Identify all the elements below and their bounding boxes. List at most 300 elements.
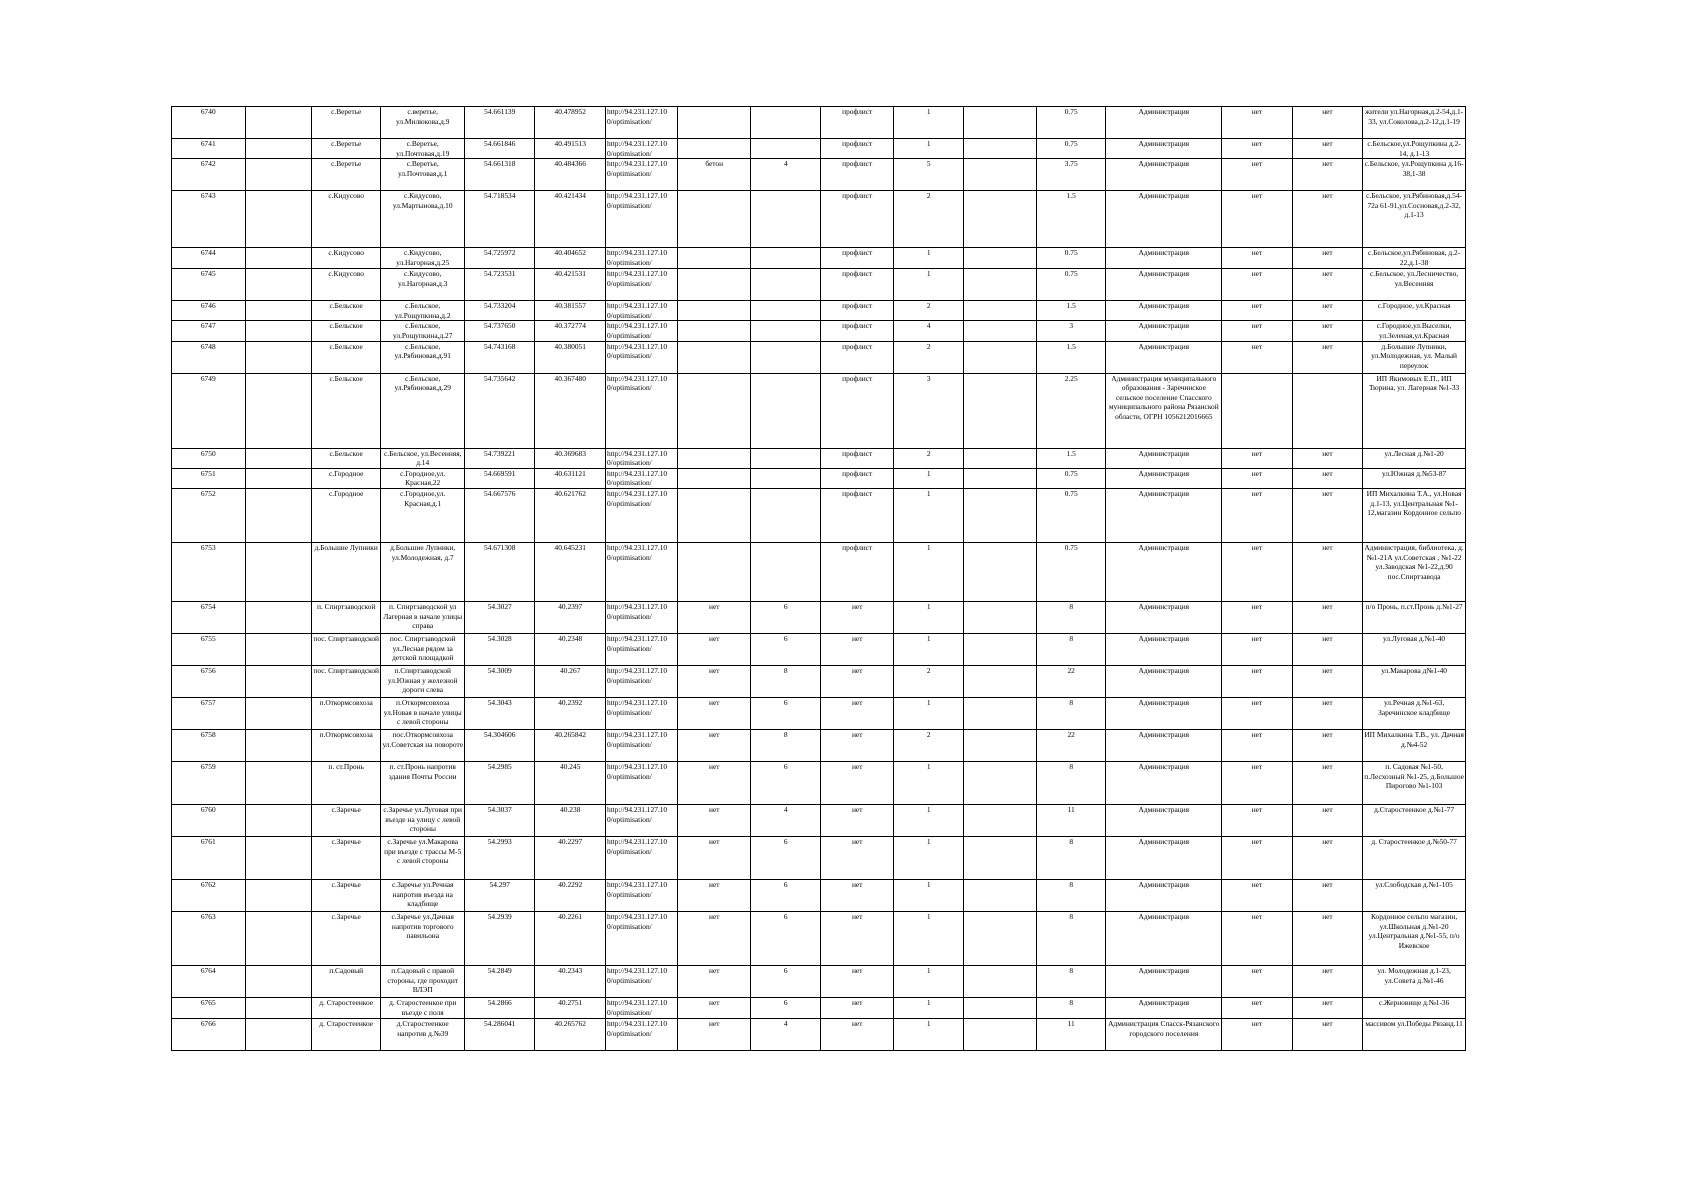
longitude-cell: 40.367480: [535, 373, 605, 448]
blank-cell: [245, 248, 311, 269]
address-cell: с.Веретье, ул.Почтовая,д.19: [381, 139, 465, 159]
latitude-cell: 54.739221: [465, 448, 535, 468]
capacity-cell: 3.75: [1036, 159, 1105, 191]
settlement-cell: п.Откормсовхоза: [311, 729, 380, 761]
settlement-cell: д.Большие Лупники: [311, 542, 380, 601]
surface-cell: [678, 542, 751, 601]
latitude-cell: 54.737650: [465, 321, 535, 341]
flag-cell: нет: [1292, 804, 1362, 836]
longitude-cell: 40.265842: [535, 729, 605, 761]
blank-cell: [245, 448, 311, 468]
table-row: [172, 373, 1466, 448]
volume-cell: [750, 301, 820, 321]
address-cell: с.Кидусово, ул.Нагорная,д.3: [381, 269, 465, 301]
owner-cell: Администрация: [1106, 468, 1222, 488]
blank-cell: [964, 139, 1037, 159]
table-row: [172, 665, 1466, 697]
flag-cell: нет: [1222, 139, 1292, 159]
owner-cell: Администрация: [1106, 191, 1222, 248]
row-number-cell: 6750: [172, 448, 246, 468]
table-row: [172, 633, 1466, 665]
address-cell: с.Заречье ул.Луговая при въезде на улицу с левой стороны: [381, 804, 465, 836]
surface-cell: [678, 321, 751, 341]
flag-cell: нет: [1222, 697, 1292, 729]
table-row: [172, 269, 1466, 301]
fence-cell: профлист: [821, 248, 894, 269]
flag-cell: нет: [1292, 542, 1362, 601]
blank-cell: [964, 373, 1037, 448]
settlement-cell: с.Городное: [311, 468, 380, 488]
volume-cell: [750, 488, 820, 542]
blank-cell: [245, 761, 311, 804]
fence-cell: профлист: [821, 468, 894, 488]
address-cell: д.Большие Лупники, ул.Молодежная, д.7: [381, 542, 465, 601]
latitude-cell: 54.286041: [465, 1018, 535, 1050]
fence-cell: нет: [821, 836, 894, 879]
owner-cell: Администрация: [1106, 879, 1222, 911]
latitude-cell: 54.661846: [465, 139, 535, 159]
map-link-cell[interactable]: http://94.231.127.10 0/optimisation/: [605, 911, 678, 965]
flag-cell: нет: [1222, 191, 1292, 248]
row-number-cell: 6761: [172, 836, 246, 879]
flag-cell: нет: [1222, 107, 1292, 139]
map-link-cell[interactable]: http://94.231.127.10 0/optimisation/: [605, 697, 678, 729]
longitude-cell: 40.267: [535, 665, 605, 697]
sources-cell: с.Городное,ул.Выселки, ул.Зеленая,ул.Красная: [1363, 321, 1466, 341]
settlement-cell: с.Кидусово: [311, 248, 380, 269]
blank-cell: [964, 248, 1037, 269]
sources-cell: с.Бельское, ул.Лесничество, ул.Весенняя: [1363, 269, 1466, 301]
blank-cell: [245, 965, 311, 997]
flag-cell: нет: [1292, 729, 1362, 761]
table-row: [172, 804, 1466, 836]
blank-cell: [245, 879, 311, 911]
blank-cell: [964, 269, 1037, 301]
address-cell: с.Кидусово, ул.Мартынова,д.10: [381, 191, 465, 248]
latitude-cell: 54.2993: [465, 836, 535, 879]
container-count-cell: 1: [893, 601, 963, 633]
flag-cell: нет: [1292, 1018, 1362, 1050]
longitude-cell: 40.2343: [535, 965, 605, 997]
flag-cell: нет: [1292, 107, 1362, 139]
latitude-cell: 54.3027: [465, 601, 535, 633]
surface-cell: [678, 448, 751, 468]
capacity-cell: 8: [1036, 761, 1105, 804]
map-link-cell[interactable]: http://94.231.127.10 0/optimisation/: [605, 633, 678, 665]
volume-cell: [750, 468, 820, 488]
flag-cell: нет: [1292, 879, 1362, 911]
sources-cell: с.Жерновище д.№1-36: [1363, 997, 1466, 1018]
owner-cell: Администрация: [1106, 633, 1222, 665]
map-link-cell[interactable]: http://94.231.127.10 0/optimisation/: [605, 248, 678, 269]
capacity-cell: 8: [1036, 911, 1105, 965]
map-link-cell[interactable]: http://94.231.127.10 0/optimisation/: [605, 159, 678, 191]
map-link-cell[interactable]: http://94.231.127.10 0/optimisation/: [605, 729, 678, 761]
container-count-cell: 1: [893, 836, 963, 879]
settlement-cell: с.Бельское: [311, 321, 380, 341]
flag-cell: нет: [1292, 761, 1362, 804]
table-body: [172, 107, 1466, 1051]
flag-cell: нет: [1222, 448, 1292, 468]
container-count-cell: 3: [893, 373, 963, 448]
map-link-cell[interactable]: http://94.231.127.10 0/optimisation/: [605, 373, 678, 448]
table-row: [172, 301, 1466, 321]
sources-cell: ул.Лесная д.№1-20: [1363, 448, 1466, 468]
address-cell: п. Спиртзаводской ул Лагерная в начале улицы справа: [381, 601, 465, 633]
blank-cell: [245, 373, 311, 448]
fence-cell: профлист: [821, 448, 894, 468]
map-link-cell[interactable]: http://94.231.127.10 0/optimisation/: [605, 879, 678, 911]
map-link-cell[interactable]: http://94.231.127.10 0/optimisation/: [605, 997, 678, 1018]
capacity-cell: 8: [1036, 997, 1105, 1018]
flag-cell: нет: [1222, 965, 1292, 997]
latitude-cell: 54.2866: [465, 997, 535, 1018]
container-count-cell: 1: [893, 107, 963, 139]
settlement-cell: п. ст.Пронь: [311, 761, 380, 804]
volume-cell: 6: [750, 911, 820, 965]
container-count-cell: 1: [893, 633, 963, 665]
address-cell: с.Городное,ул. Красная,д.1: [381, 488, 465, 542]
latitude-cell: 54.2849: [465, 965, 535, 997]
flag-cell: нет: [1292, 159, 1362, 191]
surface-cell: нет: [678, 836, 751, 879]
blank-cell: [245, 1018, 311, 1050]
row-number-cell: 6742: [172, 159, 246, 191]
fence-cell: нет: [821, 665, 894, 697]
flag-cell: нет: [1222, 997, 1292, 1018]
blank-cell: [245, 542, 311, 601]
blank-cell: [245, 804, 311, 836]
row-number-cell: 6760: [172, 804, 246, 836]
owner-cell: Администрация: [1106, 997, 1222, 1018]
volume-cell: 6: [750, 761, 820, 804]
surface-cell: [678, 488, 751, 542]
longitude-cell: 40.381557: [535, 301, 605, 321]
row-number-cell: 6741: [172, 139, 246, 159]
sources-cell: п. Садовая №1-50, п.Лесхозный №1-25, д.Большое Пирогово №1-103: [1363, 761, 1466, 804]
owner-cell: Администрация: [1106, 542, 1222, 601]
blank-cell: [964, 965, 1037, 997]
map-link-cell[interactable]: http://94.231.127.10 0/optimisation/: [605, 107, 678, 139]
flag-cell: нет: [1292, 665, 1362, 697]
blank-cell: [964, 159, 1037, 191]
map-link-cell[interactable]: http://94.231.127.10 0/optimisation/: [605, 321, 678, 341]
longitude-cell: 40.421531: [535, 269, 605, 301]
row-number-cell: 6749: [172, 373, 246, 448]
sources-cell: с.Бельское,ул.Рябиновая, д.2-22,д.1-38: [1363, 248, 1466, 269]
row-number-cell: 6746: [172, 301, 246, 321]
flag-cell: нет: [1292, 633, 1362, 665]
capacity-cell: 0.75: [1036, 488, 1105, 542]
sources-cell: п/о Пронь, п.ст.Пронь д.№1-27: [1363, 601, 1466, 633]
address-cell: с.Заречье ул.Дачная напротив торгового павильона: [381, 911, 465, 965]
owner-cell: Администрация: [1106, 601, 1222, 633]
longitude-cell: 40.2297: [535, 836, 605, 879]
longitude-cell: 40.631121: [535, 468, 605, 488]
owner-cell: Администрация: [1106, 729, 1222, 761]
map-link-cell[interactable]: http://94.231.127.10 0/optimisation/: [605, 191, 678, 248]
table-row: [172, 107, 1466, 139]
owner-cell: Администрация: [1106, 965, 1222, 997]
map-link-cell[interactable]: http://94.231.127.10 0/optimisation/: [605, 761, 678, 804]
fence-cell: нет: [821, 1018, 894, 1050]
row-number-cell: 6751: [172, 468, 246, 488]
fence-cell: профлист: [821, 341, 894, 373]
table-row: [172, 448, 1466, 468]
fence-cell: нет: [821, 601, 894, 633]
map-link-cell[interactable]: http://94.231.127.10 0/optimisation/: [605, 468, 678, 488]
blank-cell: [964, 301, 1037, 321]
table-row: [172, 761, 1466, 804]
blank-cell: [245, 321, 311, 341]
latitude-cell: 54.725972: [465, 248, 535, 269]
blank-cell: [964, 997, 1037, 1018]
volume-cell: 6: [750, 633, 820, 665]
table-row: [172, 697, 1466, 729]
capacity-cell: 8: [1036, 965, 1105, 997]
table-row: [172, 601, 1466, 633]
surface-cell: нет: [678, 633, 751, 665]
volume-cell: 6: [750, 997, 820, 1018]
map-link-cell[interactable]: http://94.231.127.10 0/optimisation/: [605, 804, 678, 836]
row-number-cell: 6754: [172, 601, 246, 633]
sources-cell: с.Бельское,ул.Рощупкина д.2-14, д.1-13: [1363, 139, 1466, 159]
blank-cell: [964, 836, 1037, 879]
fence-cell: профлист: [821, 488, 894, 542]
settlement-cell: с.Кидусово: [311, 191, 380, 248]
volume-cell: 8: [750, 665, 820, 697]
capacity-cell: 1.5: [1036, 301, 1105, 321]
volume-cell: [750, 269, 820, 301]
table-row: [172, 248, 1466, 269]
capacity-cell: 1.5: [1036, 341, 1105, 373]
owner-cell: Администрация: [1106, 665, 1222, 697]
capacity-cell: 11: [1036, 1018, 1105, 1050]
blank-cell: [245, 488, 311, 542]
map-link-cell[interactable]: http://94.231.127.10 0/optimisation/: [605, 965, 678, 997]
longitude-cell: 40.421434: [535, 191, 605, 248]
settlement-cell: пос. Спиртзаводской: [311, 665, 380, 697]
longitude-cell: 40.372774: [535, 321, 605, 341]
settlement-cell: с.Заречье: [311, 879, 380, 911]
address-cell: с.веретье, ул.Милюкова,д.9: [381, 107, 465, 139]
address-cell: п.Откормсовхоза ул.Новая в начале улицы с левой стороны: [381, 697, 465, 729]
container-count-cell: 1: [893, 1018, 963, 1050]
surface-cell: [678, 107, 751, 139]
address-cell: с.Бельское, ул.Рощупкина,д.27: [381, 321, 465, 341]
surface-cell: нет: [678, 804, 751, 836]
map-link-cell[interactable]: http://94.231.127.10 0/optimisation/: [605, 341, 678, 373]
blank-cell: [245, 191, 311, 248]
blank-cell: [245, 911, 311, 965]
table-row: [172, 321, 1466, 341]
volume-cell: [750, 373, 820, 448]
address-cell: с.Городное,ул. Красная,22: [381, 468, 465, 488]
flag-cell: нет: [1292, 911, 1362, 965]
map-link-cell[interactable]: http://94.231.127.10 0/optimisation/: [605, 665, 678, 697]
surface-cell: нет: [678, 729, 751, 761]
surface-cell: [678, 269, 751, 301]
owner-cell: Администрация: [1106, 697, 1222, 729]
surface-cell: нет: [678, 965, 751, 997]
sources-cell: жители ул.Нагорная,д.2-54,д.1-33, ул.Соколова,д.2-12,д.1-19: [1363, 107, 1466, 139]
flag-cell: [1292, 373, 1362, 448]
row-number-cell: 6764: [172, 965, 246, 997]
flag-cell: нет: [1222, 321, 1292, 341]
sources-cell: ИП Михалкина Т.В., ул. Дачная д.№4-52: [1363, 729, 1466, 761]
sources-cell: д.Старостеенкое д.№1-77: [1363, 804, 1466, 836]
longitude-cell: 40.2392: [535, 697, 605, 729]
container-count-cell: 5: [893, 159, 963, 191]
capacity-cell: 8: [1036, 633, 1105, 665]
longitude-cell: 40.369683: [535, 448, 605, 468]
address-cell: с.Бельское, ул.Весенняя, д.14: [381, 448, 465, 468]
map-link-cell[interactable]: http://94.231.127.10 0/optimisation/: [605, 301, 678, 321]
container-count-cell: 1: [893, 488, 963, 542]
container-count-cell: 2: [893, 729, 963, 761]
fence-cell: нет: [821, 911, 894, 965]
fence-cell: профлист: [821, 159, 894, 191]
table-row: [172, 468, 1466, 488]
fence-cell: профлист: [821, 373, 894, 448]
address-cell: с.Бельское, ул.Рябиновая,д.91: [381, 341, 465, 373]
flag-cell: нет: [1222, 301, 1292, 321]
row-number-cell: 6766: [172, 1018, 246, 1050]
blank-cell: [964, 1018, 1037, 1050]
settlement-cell: с.Заречье: [311, 836, 380, 879]
latitude-cell: 54.304606: [465, 729, 535, 761]
row-number-cell: 6763: [172, 911, 246, 965]
address-cell: с.Бельское, ул.Рябиновая,д.29: [381, 373, 465, 448]
blank-cell: [964, 191, 1037, 248]
longitude-cell: 40.491513: [535, 139, 605, 159]
capacity-cell: 0.75: [1036, 107, 1105, 139]
row-number-cell: 6756: [172, 665, 246, 697]
owner-cell: Администрация: [1106, 911, 1222, 965]
capacity-cell: 22: [1036, 729, 1105, 761]
map-link-cell[interactable]: http://94.231.127.10 0/optimisation/: [605, 542, 678, 601]
blank-cell: [964, 697, 1037, 729]
longitude-cell: 40.265762: [535, 1018, 605, 1050]
latitude-cell: 54.661139: [465, 107, 535, 139]
volume-cell: [750, 191, 820, 248]
settlement-cell: п.Садовый: [311, 965, 380, 997]
flag-cell: нет: [1292, 997, 1362, 1018]
volume-cell: [750, 107, 820, 139]
map-link-cell[interactable]: http://94.231.127.10 0/optimisation/: [605, 488, 678, 542]
latitude-cell: 54.2985: [465, 761, 535, 804]
owner-cell: Администрация: [1106, 448, 1222, 468]
table-row: [172, 139, 1466, 159]
map-link-cell[interactable]: http://94.231.127.10 0/optimisation/: [605, 139, 678, 159]
capacity-cell: 0.75: [1036, 248, 1105, 269]
sources-cell: д.Большие Лупники, ул.Молодежная, ул. Малый переулок: [1363, 341, 1466, 373]
latitude-cell: 54.297: [465, 879, 535, 911]
surface-cell: [678, 468, 751, 488]
capacity-cell: 0.75: [1036, 468, 1105, 488]
address-cell: пос.Откормсовхоза ул.Советская на повороте: [381, 729, 465, 761]
surface-cell: нет: [678, 601, 751, 633]
owner-cell: Администрация: [1106, 761, 1222, 804]
fence-cell: нет: [821, 965, 894, 997]
capacity-cell: 0.75: [1036, 269, 1105, 301]
sources-cell: ул.Южная д.№53-87: [1363, 468, 1466, 488]
blank-cell: [964, 542, 1037, 601]
blank-cell: [964, 341, 1037, 373]
flag-cell: нет: [1222, 911, 1292, 965]
row-number-cell: 6744: [172, 248, 246, 269]
row-number-cell: 6755: [172, 633, 246, 665]
container-count-cell: 1: [893, 269, 963, 301]
address-cell: с.Заречье ул.Макарова при въезде с трассы М-5 с левой стороны: [381, 836, 465, 879]
volume-cell: 8: [750, 729, 820, 761]
map-link-cell[interactable]: http://94.231.127.10 0/optimisation/: [605, 269, 678, 301]
flag-cell: нет: [1222, 488, 1292, 542]
map-link-cell[interactable]: http://94.231.127.10 0/optimisation/: [605, 601, 678, 633]
fence-cell: профлист: [821, 269, 894, 301]
settlement-cell: с.Заречье: [311, 804, 380, 836]
map-link-cell[interactable]: http://94.231.127.10 0/optimisation/: [605, 448, 678, 468]
longitude-cell: 40.2751: [535, 997, 605, 1018]
surface-cell: [678, 191, 751, 248]
address-cell: с.Веретье, ул.Почтовая,д.1: [381, 159, 465, 191]
volume-cell: 6: [750, 836, 820, 879]
flag-cell: нет: [1222, 633, 1292, 665]
latitude-cell: 54.3009: [465, 665, 535, 697]
flag-cell: нет: [1222, 1018, 1292, 1050]
flag-cell: нет: [1222, 836, 1292, 879]
longitude-cell: 40.404652: [535, 248, 605, 269]
volume-cell: 6: [750, 601, 820, 633]
fence-cell: нет: [821, 879, 894, 911]
longitude-cell: 40.2261: [535, 911, 605, 965]
flag-cell: нет: [1292, 468, 1362, 488]
table-row: [172, 911, 1466, 965]
sources-cell: массивом ул.Победы Рязанд.11: [1363, 1018, 1466, 1050]
blank-cell: [245, 729, 311, 761]
flag-cell: нет: [1222, 269, 1292, 301]
capacity-cell: 0.75: [1036, 139, 1105, 159]
row-number-cell: 6745: [172, 269, 246, 301]
longitude-cell: 40.645231: [535, 542, 605, 601]
row-number-cell: 6758: [172, 729, 246, 761]
blank-cell: [245, 601, 311, 633]
blank-cell: [964, 448, 1037, 468]
flag-cell: нет: [1292, 341, 1362, 373]
sources-cell: ул.Речная д.№1-63, Заречинское кладбище: [1363, 697, 1466, 729]
address-cell: с.Кидусово, ул.Нагорная,д.25: [381, 248, 465, 269]
fence-cell: нет: [821, 997, 894, 1018]
address-cell: д. Старостеенкое при въезде с поля: [381, 997, 465, 1018]
volume-cell: [750, 448, 820, 468]
settlement-cell: с.Веретье: [311, 159, 380, 191]
table-row: [172, 729, 1466, 761]
flag-cell: нет: [1292, 139, 1362, 159]
row-number-cell: 6752: [172, 488, 246, 542]
surface-cell: нет: [678, 665, 751, 697]
map-link-cell[interactable]: http://94.231.127.10 0/optimisation/: [605, 1018, 678, 1050]
map-link-cell[interactable]: http://94.231.127.10 0/optimisation/: [605, 836, 678, 879]
longitude-cell: 40.380051: [535, 341, 605, 373]
sources-cell: с.Бельское, ул.Рябиновая,д.54-72а 61-91,ул.Сосновая,д.2-32, д.1-13: [1363, 191, 1466, 248]
volume-cell: 6: [750, 879, 820, 911]
row-number-cell: 6757: [172, 697, 246, 729]
blank-cell: [245, 836, 311, 879]
latitude-cell: 54.671308: [465, 542, 535, 601]
latitude-cell: 54.743168: [465, 341, 535, 373]
flag-cell: нет: [1292, 448, 1362, 468]
container-count-cell: 1: [893, 761, 963, 804]
